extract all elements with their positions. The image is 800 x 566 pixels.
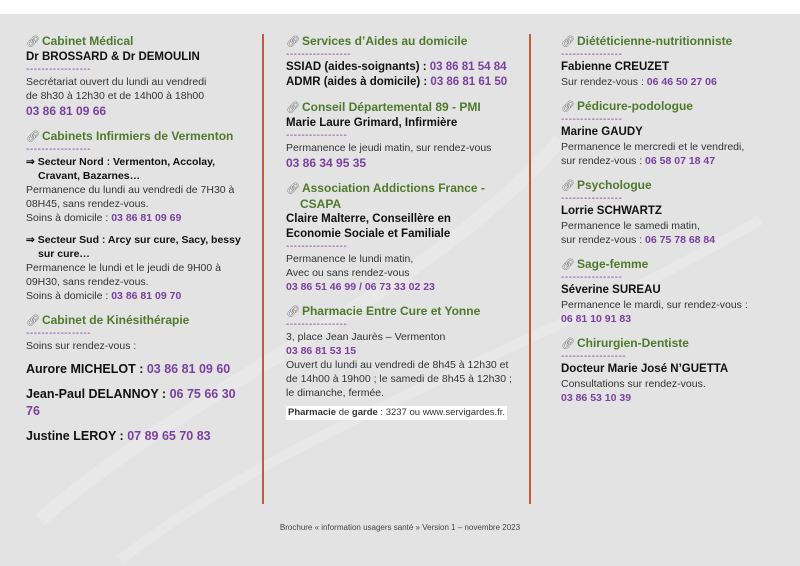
phone-number: 03 86 81 09 69 <box>111 212 182 224</box>
section-psychologue <box>561 178 781 247</box>
column-2 <box>286 34 516 430</box>
kine-person: Aurore MICHELOT : 03 86 81 09 60 <box>26 362 231 376</box>
section-title: 🔗︎ Pédicure-podologue <box>561 99 693 113</box>
dash-separator: ---------------- <box>561 193 623 204</box>
contact-name: Séverine SUREAU <box>561 284 661 296</box>
contact-name: Marie Laure Grimard, Infirmière <box>286 117 458 129</box>
phone-number: 03 86 81 09 66 <box>26 104 107 118</box>
sector-sud: ⇒ Secteur Sud : Arcy sur cure, Sacy, bessy <box>26 234 241 246</box>
hours-line: de 8h30 à 12h30 et de 14h00 à 18h00 <box>26 90 205 102</box>
section-pedicure <box>561 99 781 168</box>
hours-line: Ouvert du lundi au vendredi de 8h45 à 12h30 et <box>286 359 509 371</box>
section-dieteticienne <box>561 34 781 89</box>
ssiad-line: SSIAD (aides-soignants) : 03 86 81 54 84 <box>286 61 507 73</box>
section-title: 🔗︎ Psychologue <box>561 178 652 192</box>
kine-person: Justine LEROY : 07 89 65 70 83 <box>26 429 211 443</box>
soins-line: Soins à domicile : 03 86 81 09 69 <box>26 212 182 224</box>
link-icon: 🔗︎ <box>286 36 300 48</box>
section-aides-domicile <box>286 34 516 90</box>
link-icon: 🔗︎ <box>561 180 575 192</box>
phone-number: 03 86 51 46 99 / 06 73 33 02 23 <box>286 281 435 293</box>
contact-name: Lorrie SCHWARTZ <box>561 205 662 217</box>
address: 3, place Jean Jaurès – Vermenton <box>286 331 446 343</box>
dash-separator: ---------------- <box>561 49 623 60</box>
section-title: 🔗︎ Pharmacie Entre Cure et Yonne <box>286 304 481 318</box>
phone-number: 03 86 53 10 39 <box>561 392 632 404</box>
perm-line: Avec ou sans rendez-vous <box>286 267 410 279</box>
dash-separator: ----------------- <box>26 144 92 155</box>
link-icon: 🔗︎ <box>561 36 575 48</box>
hours-line: de 14h00 à 19h00 ; le samedi de 8h45 à 12h30 ; <box>286 373 512 385</box>
doctor-names: Dr BROSSARD & Dr DEMOULIN <box>26 51 200 63</box>
link-icon: 🔗︎ <box>286 183 300 195</box>
phone-number: 03 86 81 53 15 <box>286 345 357 357</box>
phone-number: 06 75 78 68 84 <box>645 234 716 246</box>
dash-separator: ---------------- <box>561 272 623 283</box>
section-title: 🔗︎ Conseil Départemental 89 - PMI <box>286 100 481 114</box>
kine-person: Jean-Paul DELANNOY : 06 75 66 30 76 <box>26 387 236 418</box>
perm-line: Permanence le samedi matin, <box>561 220 700 232</box>
section-pharmacie <box>286 304 516 420</box>
link-icon: 🔗︎ <box>286 102 300 114</box>
link-icon: 🔗︎ <box>561 101 575 113</box>
contact-name: Marine GAUDY <box>561 126 643 138</box>
link-icon: 🔗︎ <box>26 131 40 143</box>
contact-name: Claire Malterre, Conseillère en <box>286 213 451 225</box>
section-title: 🔗︎ Sage-femme <box>561 257 649 271</box>
dash-separator: ---------------- <box>561 114 623 125</box>
sector-nord: ⇒ Secteur Nord : Vermenton, Accolay, <box>26 156 216 168</box>
sector-nord-cont: Cravant, Bazarnes… <box>38 170 141 182</box>
divider-right <box>529 34 531 504</box>
dash-separator: ----------------- <box>26 328 92 339</box>
footer-note: Brochure « information usagers santé » Version 1 – novembre 2023 <box>279 523 521 532</box>
phone-number: 06 58 07 18 47 <box>645 155 716 167</box>
link-icon: 🔗︎ <box>286 306 300 318</box>
soins-line: Soins à domicile : 03 86 81 09 70 <box>26 290 182 302</box>
section-dentiste <box>561 336 781 405</box>
phone-number: 03 86 81 09 70 <box>111 290 182 302</box>
section-title: 🔗︎ Chirurgien-Dentiste <box>561 336 689 350</box>
section-title: 🔗︎ Cabinet de Kinésithérapie <box>26 313 190 327</box>
perm-line: Permanence le mardi, sur rendez-vous : <box>561 299 748 311</box>
dash-separator: ---------------- <box>286 241 348 252</box>
hours-line: Secrétariat ouvert du lundi au vendredi <box>26 76 207 88</box>
sector-sud-cont: sur cure… <box>38 248 90 260</box>
section-addictions <box>286 181 516 294</box>
section-pmi <box>286 100 516 171</box>
dash-separator: ---------------- <box>286 130 348 141</box>
rdv-line: Sur rendez-vous : 06 46 50 27 06 <box>561 76 717 88</box>
perm-line: 08H45, sans rendez-vous. <box>26 198 149 210</box>
perm-line: Permanence le jeudi matin, sur rendez-vous <box>286 142 492 154</box>
rdv-line: sur rendez-vous : 06 58 07 18 47 <box>561 155 716 167</box>
contact-name: Economie Sociale et Familiale <box>286 228 451 240</box>
kine-intro: Soins sur rendez-vous : <box>26 340 137 352</box>
section-sage-femme <box>561 257 781 326</box>
phone-number: 06 75 66 30 76 <box>26 387 236 418</box>
phone-number: 06 81 10 91 83 <box>561 313 632 325</box>
divider-left <box>262 34 264 504</box>
perm-line: 09H30, sans rendez-vous. <box>26 276 149 288</box>
section-infirmiers <box>26 129 252 303</box>
dash-separator: ----------------- <box>286 49 352 60</box>
section-cabinet-medical <box>26 34 252 119</box>
phone-number: 03 86 81 61 50 <box>430 76 508 88</box>
phone-number: 06 46 50 27 06 <box>646 76 717 88</box>
section-title: 🔗︎ Cabinets Infirmiers de Vermenton <box>26 129 234 143</box>
dash-separator: ----------------- <box>26 64 92 75</box>
perm-line: Permanence le lundi et le jeudi de 9H00 à <box>26 262 221 274</box>
section-title-cont: CSAPA <box>300 197 342 211</box>
link-icon: 🔗︎ <box>561 259 575 271</box>
phone-number: 03 86 34 95 35 <box>286 156 367 170</box>
perm-line: Permanence le mercredi et le vendredi, <box>561 141 745 153</box>
section-title: 🔗︎ Services d’Aides au domicile <box>286 34 468 48</box>
link-icon: 🔗︎ <box>561 338 575 350</box>
link-icon: 🔗︎ <box>26 36 40 48</box>
contact-name: Fabienne CREUZET <box>561 61 669 73</box>
phone-number: 03 86 81 54 84 <box>429 61 507 73</box>
contact-name: Docteur Marie José N’GUETTA <box>561 363 729 375</box>
column-3 <box>561 34 781 415</box>
dash-separator: ---------------- <box>286 319 348 330</box>
column-1 <box>26 34 252 455</box>
phone-number: 03 86 81 09 60 <box>146 362 231 376</box>
section-title: 🔗︎ Cabinet Médical <box>26 34 134 48</box>
rdv-line: sur rendez-vous : 06 75 78 68 84 <box>561 234 716 246</box>
perm-line: Permanence le lundi matin, <box>286 253 414 265</box>
link-icon: 🔗︎ <box>26 315 40 327</box>
phone-number: 07 89 65 70 83 <box>127 429 211 443</box>
hours-line: le dimanche, fermée. <box>286 387 385 399</box>
consult-line: Consultations sur rendez-vous. <box>561 378 706 390</box>
perm-line: Permanence du lundi au vendredi de 7H30 à <box>26 184 235 196</box>
pharmacie-garde: Pharmacie de garde : 3237 ou www.servigardes.fr. <box>288 407 506 418</box>
section-title: 🔗︎ Association Addictions France - <box>286 181 485 195</box>
section-title: 🔗︎ Diététicienne-nutritionniste <box>561 34 733 48</box>
dash-separator: ----------------- <box>561 351 627 362</box>
section-kine <box>26 313 252 445</box>
admr-line: ADMR (aides à domicile) : 03 86 81 61 50 <box>286 76 508 88</box>
